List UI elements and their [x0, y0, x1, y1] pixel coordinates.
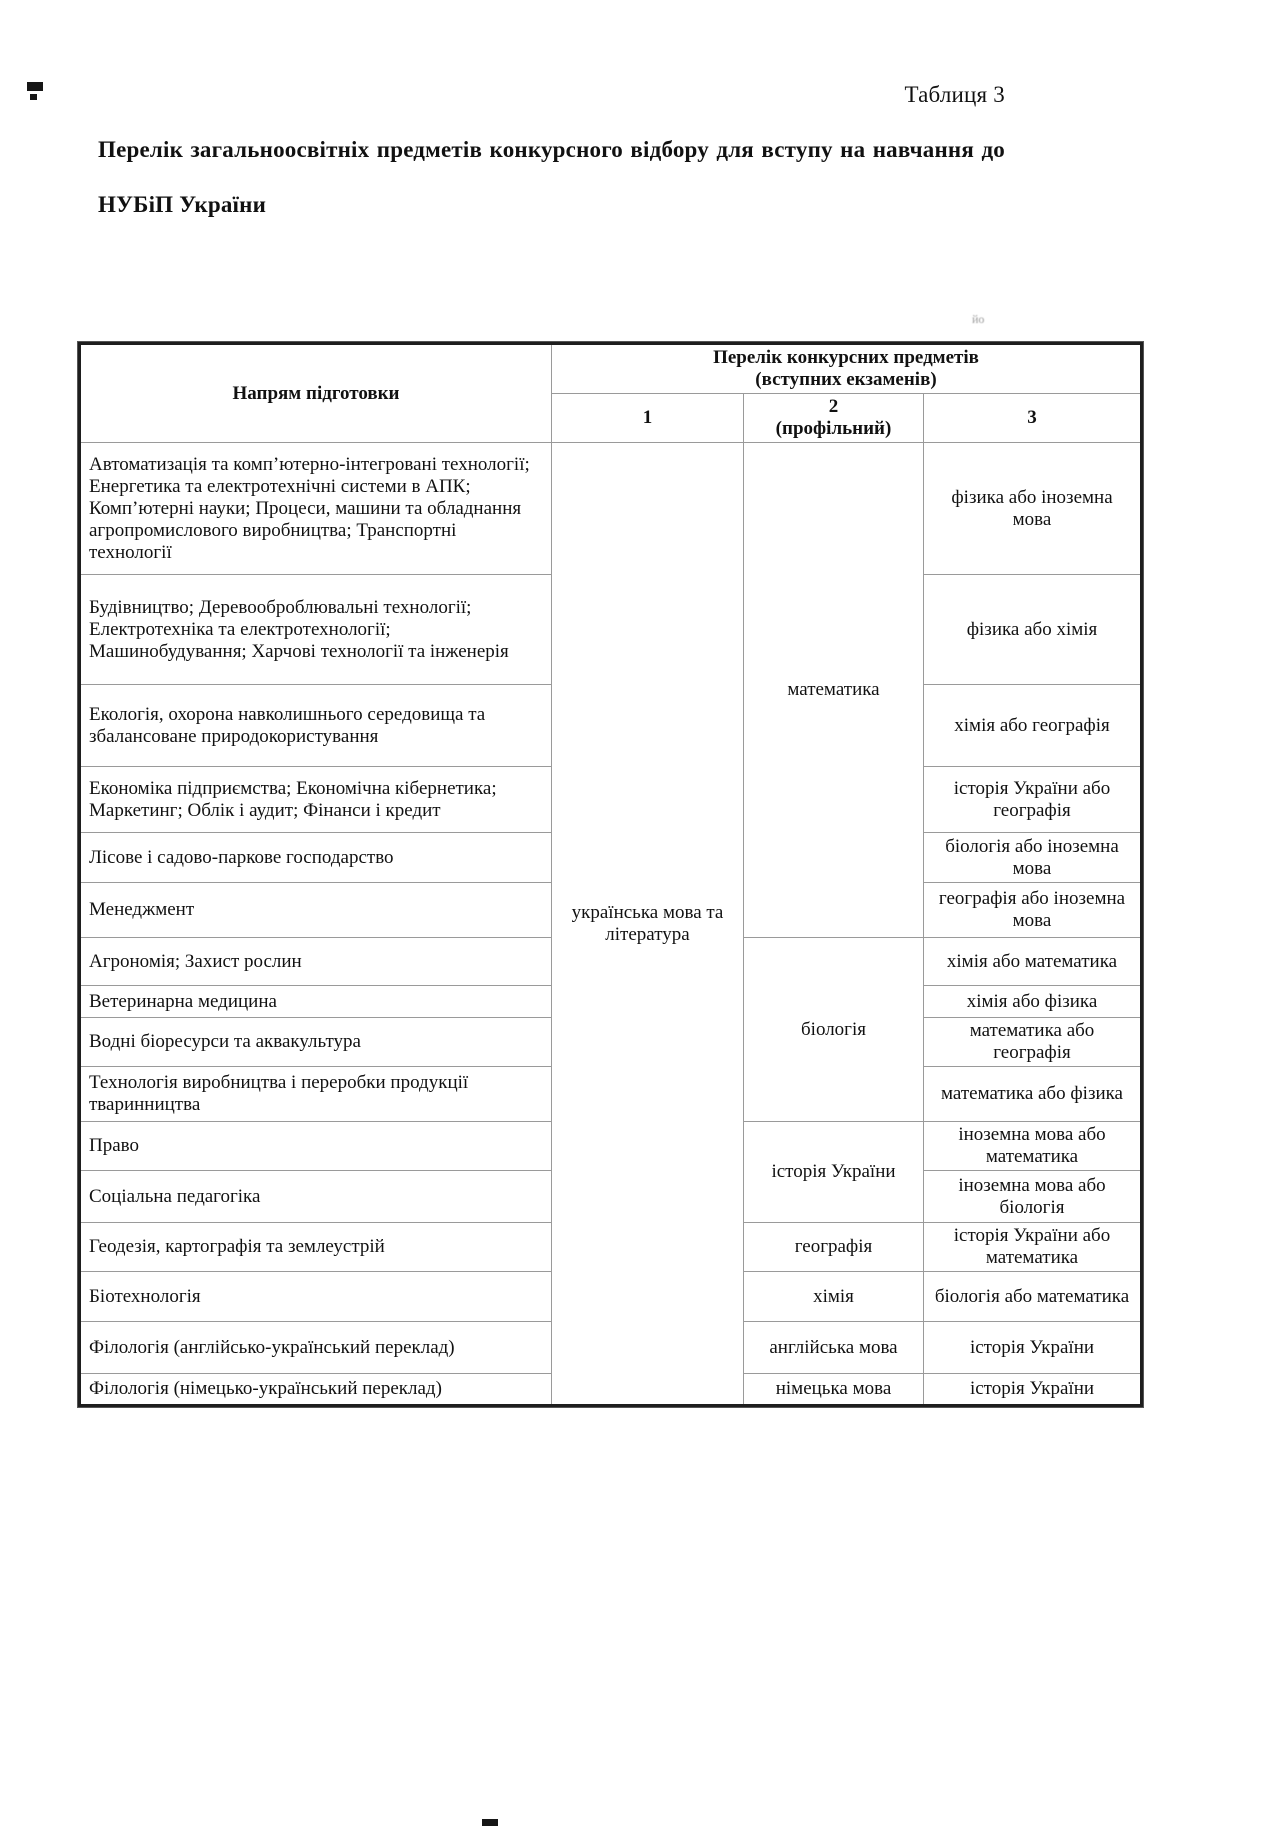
subject3-cell: хімія або географія [924, 685, 1142, 767]
page-content [98, 82, 1005, 232]
subject2-cell: англійська мова [744, 1322, 924, 1374]
subject3-cell: математика або фізика [924, 1067, 1142, 1122]
program-cell: Екологія, охорона навколишнього середовища та збалансоване природокористування [80, 685, 552, 767]
subject2-cell: біологія [744, 938, 924, 1122]
program-cell: Лісове і садово-паркове господарство [80, 833, 552, 883]
subjects-table-wrapper [78, 342, 1140, 1407]
subject3-cell: хімія або математика [924, 938, 1142, 986]
program-column-header: Напрям підготовки [80, 344, 552, 443]
program-cell: Право [80, 1122, 552, 1171]
program-cell: Соціальна педагогіка [80, 1171, 552, 1223]
subcol-2-header [744, 394, 924, 443]
subject3-cell: іноземна мова або біологія [924, 1171, 1142, 1223]
subjects-table [78, 342, 1143, 1407]
program-cell: Автоматизація та комп’ютерно-інтегровані технології; Енергетика та електротехнічні системи в АПК; Комп’ютерні науки; Процеси, машини та обладнання агропромислового виробництва; Транспортні технології [80, 443, 552, 575]
subject2-cell: математика [744, 443, 924, 938]
program-cell: Менеджмент [80, 883, 552, 938]
subject3-cell: іноземна мова або математика [924, 1122, 1142, 1171]
subject2-cell: німецька мова [744, 1374, 924, 1406]
subject2-cell: хімія [744, 1272, 924, 1322]
header-row-top [80, 344, 1142, 394]
table-row [80, 443, 1142, 575]
subcol-3-header: 3 [924, 394, 1142, 443]
subject3-cell: історія України або математика [924, 1223, 1142, 1272]
subject3-cell: хімія або фізика [924, 986, 1142, 1018]
subjects-column-header [552, 344, 1142, 394]
subcol-1-header: 1 [552, 394, 744, 443]
subject3-cell: географія або іноземна мова [924, 883, 1142, 938]
program-cell: Ветеринарна медицина [80, 986, 552, 1018]
subject3-cell: біологія або математика [924, 1272, 1142, 1322]
subject1-cell: українська мова та література [552, 443, 744, 1406]
program-cell: Біотехнологія [80, 1272, 552, 1322]
table-number-label: Таблиця 3 [904, 82, 1005, 107]
subject3-cell: фізика або іноземна мова [924, 443, 1142, 575]
subject3-cell: історія України [924, 1322, 1142, 1374]
subject3-cell: історія України або географія [924, 767, 1142, 833]
subject2-cell: історія України [744, 1122, 924, 1223]
subjects-header-subtitle: (вступних екзаменів) [755, 369, 937, 390]
program-cell: Технологія виробництва і переробки продукції тваринництва [80, 1067, 552, 1122]
subcol-2-note: (профільний) [775, 418, 892, 439]
subject3-cell: біологія або іноземна мова [924, 833, 1142, 883]
scan-artifact-topleft-2 [30, 94, 37, 100]
program-cell: Економіка підприємства; Економічна кібернетика; Маркетинг; Облік і аудит; Фінанси і кредит [80, 767, 552, 833]
program-cell: Геодезія, картографія та землеустрій [80, 1223, 552, 1272]
scan-artifact-topleft [27, 82, 43, 91]
subject2-cell: географія [744, 1223, 924, 1272]
subjects-header-title: Перелік конкурсних предметів [713, 347, 979, 368]
subject3-cell: математика або географія [924, 1018, 1142, 1067]
scan-artifact-bottom [482, 1819, 498, 1826]
program-cell: Агрономія; Захист рослин [80, 938, 552, 986]
subject3-cell: історія України [924, 1374, 1142, 1406]
program-cell: Будівництво; Деревооброблювальні технології; Електротехніка та електротехнології; Машинобудування; Харчові технології та інженерія [80, 575, 552, 685]
program-cell: Філологія (англійсько-український переклад) [80, 1322, 552, 1374]
subject3-cell: фізика або хімія [924, 575, 1142, 685]
program-cell: Філологія (німецько-український переклад) [80, 1374, 552, 1406]
scan-artifact-smudge: йо [972, 312, 985, 326]
subcol-2-number: 2 [828, 396, 839, 417]
program-cell: Водні біоресурси та аквакультура [80, 1018, 552, 1067]
scanned-document-page [0, 82, 1275, 1836]
page-title: Перелік загальноосвітніх предметів конкурсного відбору для вступу на навчання до НУБіП України [98, 137, 1005, 217]
